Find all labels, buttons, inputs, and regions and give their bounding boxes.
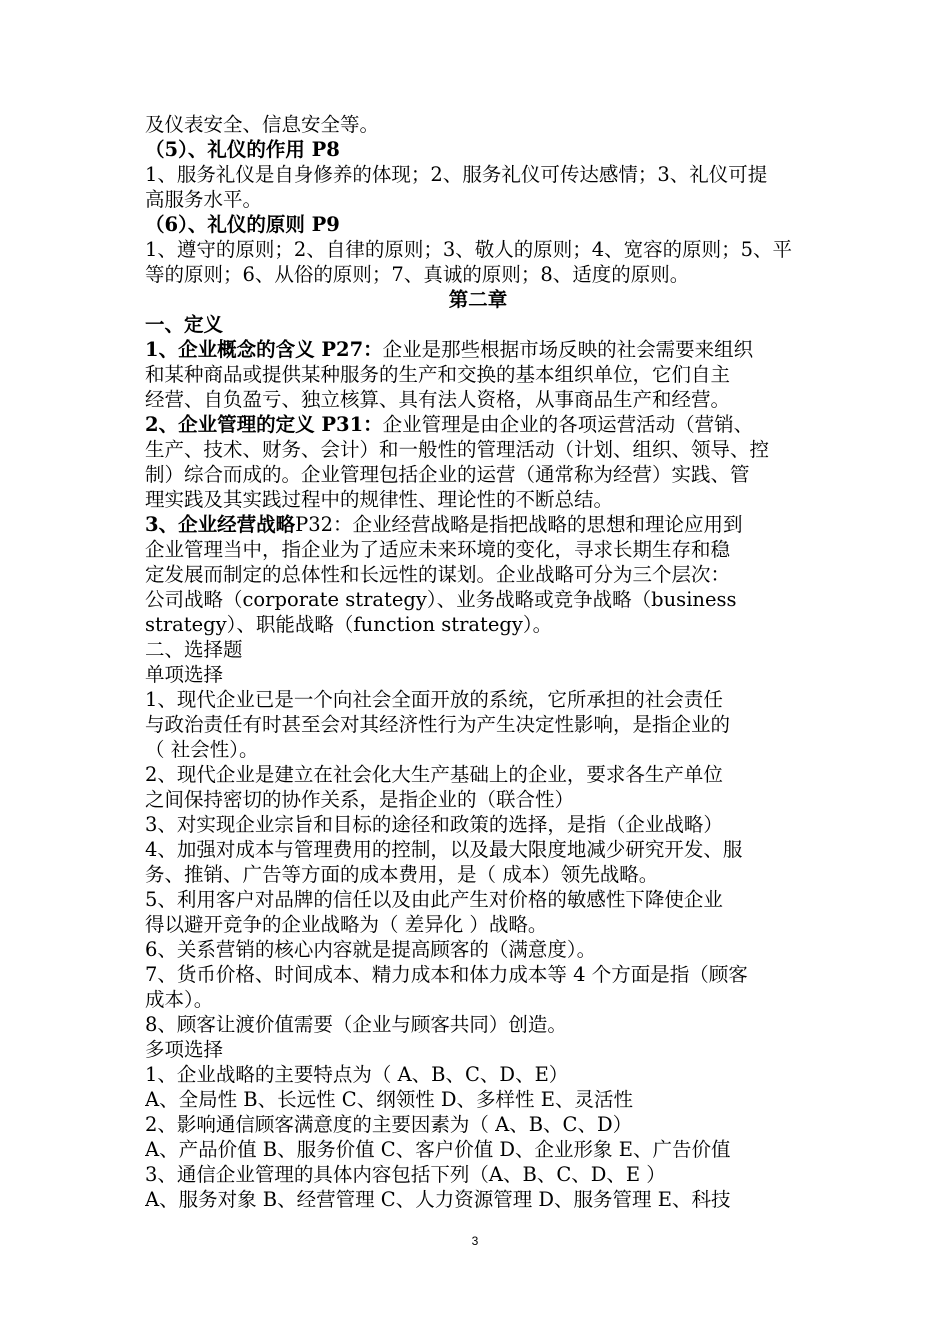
question-line: 与政治责任有时甚至会对其经济性行为产生决定性影响，是指企业的 (145, 713, 731, 736)
text-line: 企业管理当中，指企业为了适应未来环境的变化，寻求长期生存和稳 (145, 538, 731, 561)
text-line: 高服务水平。 (145, 188, 263, 211)
question-line: 务、推销、广告等方面的成本费用，是（ 成本）领先战略。 (145, 863, 659, 886)
text-line: 1、遵守的原则；2、自律的原则；3、敬人的原则；4、宽容的原则；5、平 (145, 238, 793, 261)
question-line: 4、加强对成本与管理费用的控制，以及最大限度地减少研究开发、服 (145, 838, 743, 861)
question-line: 8、顾客让渡价值需要（企业与顾客共同）创造。 (145, 1013, 567, 1036)
subsection-heading: （6）、礼仪的原则 P9 (145, 213, 340, 236)
section-heading: 二、选择题 (145, 638, 243, 661)
options-line: A、全局性 B、长远性 C、纲领性 D、多样性 E、灵活性 (145, 1088, 633, 1111)
question-line: 2、现代企业是建立在社会化大生产基础上的企业，要求各生产单位 (145, 763, 723, 786)
question-line: 6、关系营销的核心内容就是提高顾客的（满意度）。 (145, 938, 597, 961)
question-line: 7、货币价格、时间成本、精力成本和体力成本等 4 个方面是指（顾客 (145, 963, 748, 986)
subsection-heading: （5）、礼仪的作用 P8 (145, 138, 340, 161)
definition-term: 3、企业经营战略 (145, 513, 296, 536)
subsection-heading: 单项选择 (145, 663, 224, 686)
question-line: （ 社会性）。 (145, 738, 259, 761)
text-line: strategy）、职能战略（function strategy）。 (145, 613, 553, 636)
options-line: A、服务对象 B、经营管理 C、人力资源管理 D、服务管理 E、科技 (145, 1188, 731, 1211)
text-line: 和某种商品或提供某种服务的生产和交换的基本组织单位，它们自主 (145, 363, 731, 386)
definition-term: 2、企业管理的定义 P31： (145, 413, 383, 436)
question-line: 3、对实现企业宗旨和目标的途径和政策的选择，是指（企业战略） (145, 813, 723, 836)
question-line: 1、现代企业已是一个向社会全面开放的系统，它所承担的社会责任 (145, 688, 723, 711)
text-line: 及仪表安全、信息安全等。 (145, 113, 380, 136)
options-line: A、产品价值 B、服务价值 C、客户价值 D、企业形象 E、广告价值 (145, 1138, 731, 1161)
text-line: 1、服务礼仪是自身修养的体现；2、服务礼仪可传达感情；3、礼仪可提 (145, 163, 768, 186)
text-line: 制）综合而成的。企业管理包括企业的运营（通常称为经营）实践、管 (145, 463, 750, 486)
text-line: 经营、自负盈亏、独立核算、具有法人资格，从事商品生产和经营。 (145, 388, 731, 411)
definition-line: 1、企业概念的含义 P27：企业是那些根据市场反映的社会需要来组织 (145, 338, 754, 361)
question-line: 之间保持密切的协作关系，是指企业的（联合性） (145, 788, 575, 811)
definition-line: 2、企业管理的定义 P31：企业管理是由企业的各项运营活动（营销、 (145, 413, 754, 436)
question-line: 3、通信企业管理的具体内容包括下列（A、B、C、D、E ） (145, 1163, 666, 1186)
question-line: 成本）。 (145, 988, 214, 1011)
text-line: 生产、技术、财务、会计）和一般性的管理活动（计划、组织、领导、控 (145, 438, 770, 461)
definition-line: 3、企业经营战略P32：企业经营战略是指把战略的思想和理论应用到 (145, 513, 743, 536)
text-line: 理实践及其实践过程中的规律性、理论性的不断总结。 (145, 488, 614, 511)
text-line: 等的原则；6、从俗的原则；7、真诚的原则；8、适度的原则。 (145, 263, 690, 286)
text-line: 公司战略（corporate strategy）、业务战略或竞争战略（business (145, 588, 737, 611)
subsection-heading: 多项选择 (145, 1038, 224, 1061)
chapter-title: 第二章 (448, 288, 508, 311)
document-body (145, 112, 811, 1212)
question-line: 2、影响通信顾客满意度的主要因素为（ A、B、C、D） (145, 1113, 633, 1136)
question-line: 1、企业战略的主要特点为（ A、B、C、D、E） (145, 1063, 569, 1086)
page-number: 3 (471, 1234, 479, 1248)
text-line: 定发展而制定的总体性和长远性的谋划。企业战略可分为三个层次： (145, 563, 731, 586)
section-heading: 一、定义 (145, 313, 224, 336)
definition-term: 1、企业概念的含义 P27： (145, 338, 383, 361)
question-line: 得以避开竞争的企业战略为（ 差异化 ）战略。 (145, 913, 548, 936)
question-line: 5、利用客户对品牌的信任以及由此产生对价格的敏感性下降使企业 (145, 888, 723, 911)
